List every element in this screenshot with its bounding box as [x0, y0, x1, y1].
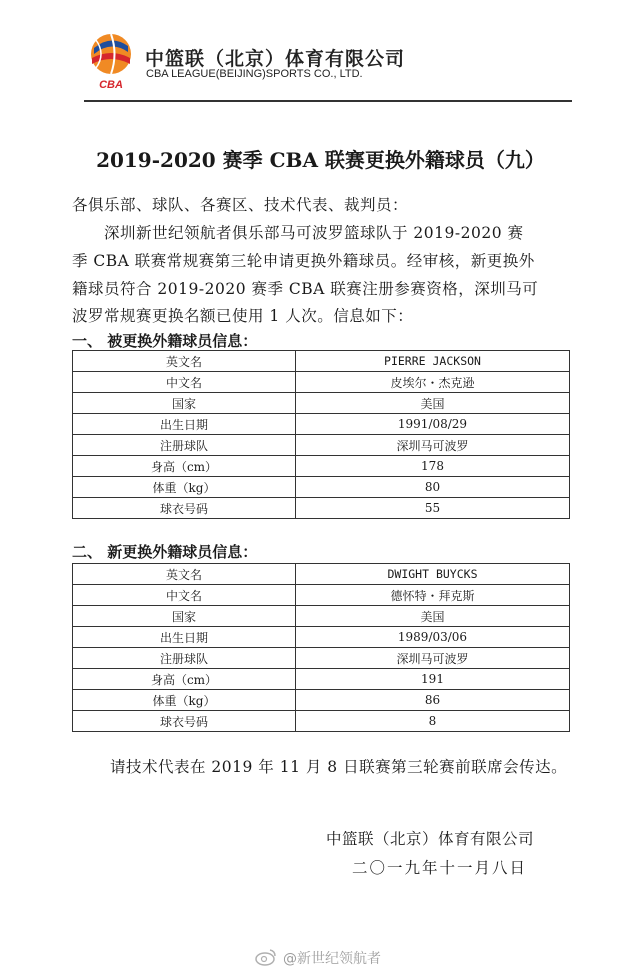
table-row	[73, 456, 570, 477]
field-label: 中文名	[73, 372, 296, 393]
field-label: 国家	[73, 606, 296, 627]
cba-logo-graphic	[86, 30, 136, 92]
table-row	[73, 690, 570, 711]
table-row	[73, 648, 570, 669]
table-row	[73, 711, 570, 732]
signature-org: 中篮联（北京）体育有限公司	[326, 830, 535, 848]
body-line-2: 季 CBA 联赛常规赛第三轮申请更换外籍球员。经审核，新更换外	[72, 252, 535, 270]
body-line-3: 籍球员符合 2019-2020 赛季 CBA 联赛注册参赛资格，深圳马可	[72, 280, 539, 298]
field-value: 86	[296, 690, 570, 711]
field-value-text: DWIGHT BUYCKS	[387, 567, 478, 581]
field-value: 80	[296, 477, 570, 498]
cba-logo	[86, 30, 136, 92]
field-label: 英文名	[73, 564, 296, 585]
table-row	[73, 435, 570, 456]
watermark-text: @新世纪领航者	[283, 951, 381, 967]
table-row	[73, 627, 570, 648]
field-value: 8	[296, 711, 570, 732]
field-label: 球衣号码	[73, 711, 296, 732]
signature-date: 二〇一九年十一月八日	[352, 859, 528, 877]
salutation: 各俱乐部、球队、各赛区、技术代表、裁判员：	[72, 196, 409, 214]
field-value: 德怀特・拜克斯	[296, 585, 570, 606]
field-value	[296, 564, 570, 585]
field-value: 皮埃尔・杰克逊	[296, 372, 570, 393]
table-row	[73, 498, 570, 519]
field-value: 深圳马可波罗	[296, 648, 570, 669]
field-value: 美国	[296, 393, 570, 414]
field-label: 出生日期	[73, 627, 296, 648]
table-row	[73, 372, 570, 393]
section2-heading: 二、 新更换外籍球员信息：	[72, 543, 258, 561]
table-row	[73, 414, 570, 435]
field-value: 55	[296, 498, 570, 519]
field-value: 美国	[296, 606, 570, 627]
field-value: 1991/08/29	[296, 414, 570, 435]
field-label: 体重（kg）	[73, 477, 296, 498]
company-name-en: CBA LEAGUE(BEIJING)SPORTS CO., LTD.	[146, 68, 363, 80]
field-value: 1989/03/06	[296, 627, 570, 648]
table-row	[73, 477, 570, 498]
field-label: 体重（kg）	[73, 690, 296, 711]
field-value: 178	[296, 456, 570, 477]
table-row	[73, 606, 570, 627]
field-value: 深圳马可波罗	[296, 435, 570, 456]
table-row	[73, 393, 570, 414]
new-player-table	[72, 563, 570, 732]
field-label: 英文名	[73, 351, 296, 372]
field-label: 注册球队	[73, 648, 296, 669]
body-line-4: 波罗常规赛更换名额已使用 1 人次。信息如下：	[72, 307, 414, 325]
field-value-text: PIERRE JACKSON	[384, 354, 481, 368]
field-label: 球衣号码	[73, 498, 296, 519]
table-row	[73, 585, 570, 606]
cba-logo-text: CBA	[99, 79, 123, 91]
document-title: 2019-2020 赛季 CBA 联赛更换外籍球员（九）	[96, 148, 545, 172]
field-label: 身高（cm）	[73, 456, 296, 477]
notice-text: 请技术代表在 2019 年 11 月 8 日联赛第三轮赛前联席会传达。	[110, 758, 568, 776]
field-label: 出生日期	[73, 414, 296, 435]
field-label: 身高（cm）	[73, 669, 296, 690]
replaced-player-table	[72, 350, 570, 519]
table-row	[73, 351, 570, 372]
company-name-cn: 中篮联（北京）体育有限公司	[145, 48, 406, 70]
table-row	[73, 564, 570, 585]
body-line-1: 深圳新世纪领航者俱乐部马可波罗篮球队于 2019-2020 赛	[104, 224, 524, 242]
field-label: 国家	[73, 393, 296, 414]
weibo-icon	[255, 948, 277, 966]
field-value: 191	[296, 669, 570, 690]
field-label: 注册球队	[73, 435, 296, 456]
table-row	[73, 669, 570, 690]
letterhead-divider	[84, 100, 572, 102]
section1-heading: 一、 被更换外籍球员信息：	[72, 332, 258, 350]
field-label: 中文名	[73, 585, 296, 606]
field-value	[296, 351, 570, 372]
